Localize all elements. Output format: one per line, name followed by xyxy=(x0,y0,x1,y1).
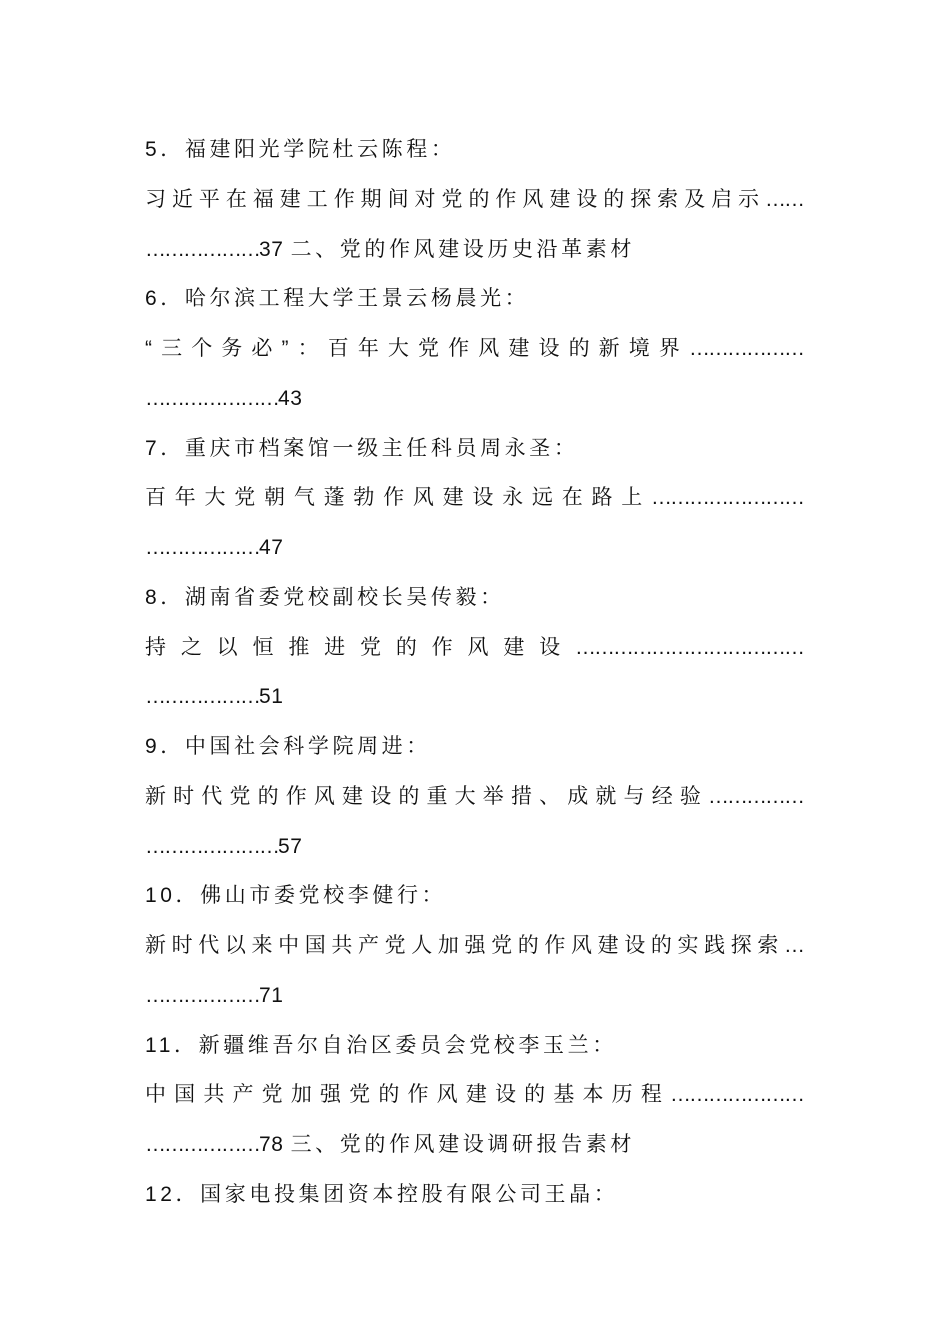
entry-title: 习近平在福建工作期间对党的作风建设的探索及启示 xyxy=(145,187,765,211)
entry-heading: 7．重庆市档案馆一级主任科员周永圣： xyxy=(145,436,579,460)
entry-title: 新时代以来中国共产党人加强党的作风建设的实践探索 xyxy=(145,934,784,957)
section-heading: 三、党的作风建设调研报告素材 xyxy=(290,1133,635,1156)
dot-leader: ……………… xyxy=(145,685,259,709)
dot-leader: … xyxy=(784,934,803,957)
dot-leader: ……………… xyxy=(145,237,259,261)
toc-entry xyxy=(145,1021,803,1170)
entry-page-line xyxy=(145,225,803,275)
page-number: 57 xyxy=(278,834,303,858)
entry-title-line xyxy=(145,473,803,523)
entry-page-line xyxy=(145,971,803,1021)
entry-title-line xyxy=(145,921,803,971)
entry-title-line xyxy=(145,175,803,225)
table-of-contents xyxy=(145,125,803,1220)
entry-heading: 8．湖南省委党校副校长吴传毅： xyxy=(145,585,505,609)
page-number: 37 xyxy=(259,237,284,261)
dot-leader: ……………………………… xyxy=(575,635,803,659)
entry-heading: 6．哈尔滨工程大学王景云杨晨光： xyxy=(145,287,530,311)
section-heading: 二、党的作风建设历史沿革素材 xyxy=(290,237,635,261)
dot-leader: ……………… xyxy=(145,983,259,1007)
entry-title: 百年大党朝气蓬勃作风建设永远在路上 xyxy=(145,486,651,510)
toc-entry xyxy=(145,871,803,1020)
page-number: 51 xyxy=(259,685,284,709)
dot-leader: ……………… xyxy=(689,337,803,360)
page-number: 71 xyxy=(259,983,284,1007)
entry-title: 中国共产党加强党的作风建设的基本历程 xyxy=(145,1083,670,1107)
dot-leader: …………… xyxy=(708,784,803,808)
dot-leader: …………………… xyxy=(651,486,803,510)
entry-title-line xyxy=(145,1070,803,1120)
page-number: 78 xyxy=(259,1133,284,1156)
entry-title-line xyxy=(145,324,803,374)
entry-heading: 10．佛山市委党校李健行： xyxy=(145,884,447,908)
entry-heading: 5．福建阳光学院杜云陈程： xyxy=(145,138,456,161)
entry-title: “三个务必”：百年大党作风建设的新境界 xyxy=(145,337,689,360)
entry-page-line xyxy=(145,523,803,573)
toc-entry xyxy=(145,125,803,274)
dot-leader: ………………… xyxy=(670,1083,803,1107)
entry-title: 持之以恒推进党的作风建设 xyxy=(145,635,575,659)
toc-entry xyxy=(145,424,803,573)
dot-leader: ………………… xyxy=(145,834,278,858)
page-number: 47 xyxy=(259,536,284,559)
dot-leader: …… xyxy=(765,187,803,211)
toc-entry xyxy=(145,1170,803,1220)
page-number: 43 xyxy=(278,386,303,410)
entry-page-line xyxy=(145,822,803,872)
entry-page-line xyxy=(145,374,803,424)
dot-leader: ……………… xyxy=(145,1133,259,1156)
entry-heading: 12．国家电投集团资本控股有限公司王晶： xyxy=(145,1182,619,1206)
toc-entry xyxy=(145,573,803,722)
entry-title-line xyxy=(145,772,803,822)
entry-heading: 9．中国社会科学院周进： xyxy=(145,735,431,758)
toc-entry xyxy=(145,722,803,871)
entry-title: 新时代党的作风建设的重大举措、成就与经验 xyxy=(145,784,708,808)
entry-page-line xyxy=(145,672,803,722)
entry-title-line xyxy=(145,623,803,673)
entry-heading: 11．新疆维吾尔自治区委员会党校李玉兰： xyxy=(145,1033,617,1057)
entry-page-line xyxy=(145,1120,803,1170)
dot-leader: ……………… xyxy=(145,536,259,559)
toc-entry xyxy=(145,274,803,423)
dot-leader: ………………… xyxy=(145,386,278,410)
